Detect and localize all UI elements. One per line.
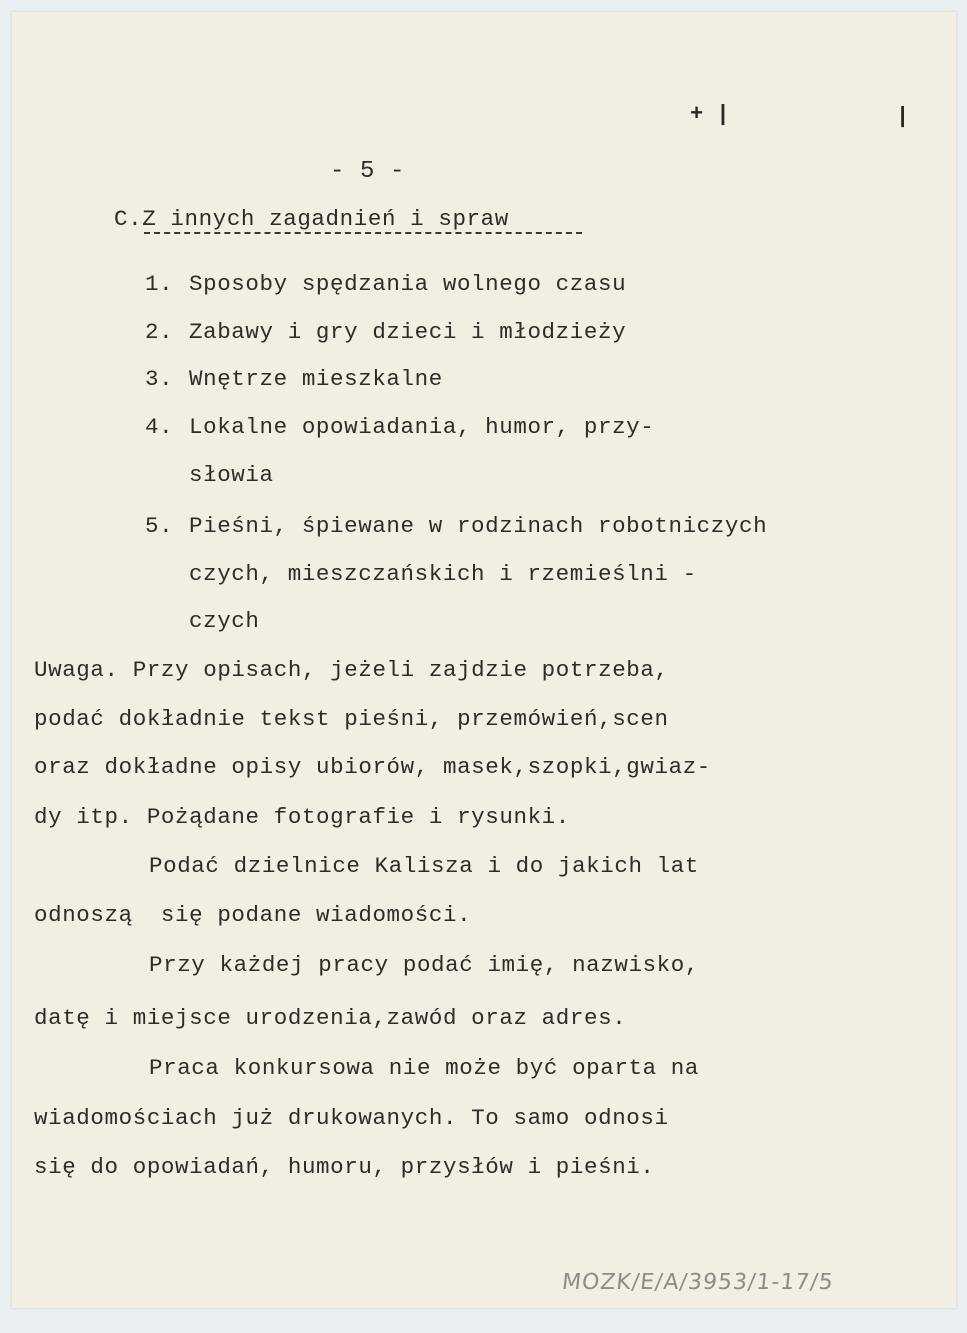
list-item-1-text: Sposoby spędzania wolnego czasu (189, 271, 627, 297)
originality-paragraph-line: wiadomościach już drukowanych. To samo odnosi (34, 1105, 669, 1131)
note-paragraph-line: Uwaga. Przy opisach, jeżeli zajdzie potrzeba, (34, 657, 669, 683)
note-paragraph-line: oraz dokładne opisy ubiorów, masek,szopki,gwiaz- (34, 754, 711, 780)
districts-paragraph-line: odnoszą się podane wiadomości. (34, 902, 472, 928)
list-item-3-number: 3. (145, 366, 174, 392)
districts-paragraph-line: Podać dzielnice Kalisza i do jakich lat (149, 853, 699, 879)
corner-mark-right: | (896, 104, 910, 129)
list-item-2-number: 2. (145, 319, 174, 345)
corner-mark-left: + | (690, 102, 730, 127)
list-item-3-text: Wnętrze mieszkalne (189, 366, 443, 392)
section-heading: C.Z innych zagadnień i spraw (114, 206, 509, 232)
originality-paragraph-line: się do opowiadań, humoru, przysłów i pieśni. (34, 1154, 655, 1180)
author-info-paragraph-line: datę i miejsce urodzenia,zawód oraz adres. (34, 1005, 627, 1031)
list-item-1-number: 1. (145, 271, 174, 297)
list-item-4-text: Lokalne opowiadania, humor, przy- (189, 414, 655, 440)
author-info-paragraph-line: Przy każdej pracy podać imię, nazwisko, (149, 952, 699, 978)
list-item-4-number: 4. (145, 414, 174, 440)
note-paragraph-line: dy itp. Pożądane fotografie i rysunki. (34, 804, 570, 830)
list-item-5-text-cont: czych (189, 608, 260, 634)
list-item-2-text: Zabawy i gry dzieci i młodzieży (189, 319, 627, 345)
heading-underline (144, 232, 582, 234)
list-item-5-number: 5. (145, 513, 174, 539)
originality-paragraph-line: Praca konkursowa nie może być oparta na (149, 1055, 699, 1081)
list-item-5-text-cont: czych, mieszczańskich i rzemieślni - (189, 561, 697, 587)
document-page (12, 12, 956, 1308)
page-number: - 5 - (330, 158, 406, 185)
archive-signature: MOZK/E/A/3953/1-17/5 (560, 1270, 836, 1295)
list-item-5-text: Pieśni, śpiewane w rodzinach robotniczych (189, 513, 768, 539)
note-paragraph-line: podać dokładnie tekst pieśni, przemówień,scen (34, 706, 669, 732)
list-item-4-text-cont: słowia (189, 462, 274, 488)
